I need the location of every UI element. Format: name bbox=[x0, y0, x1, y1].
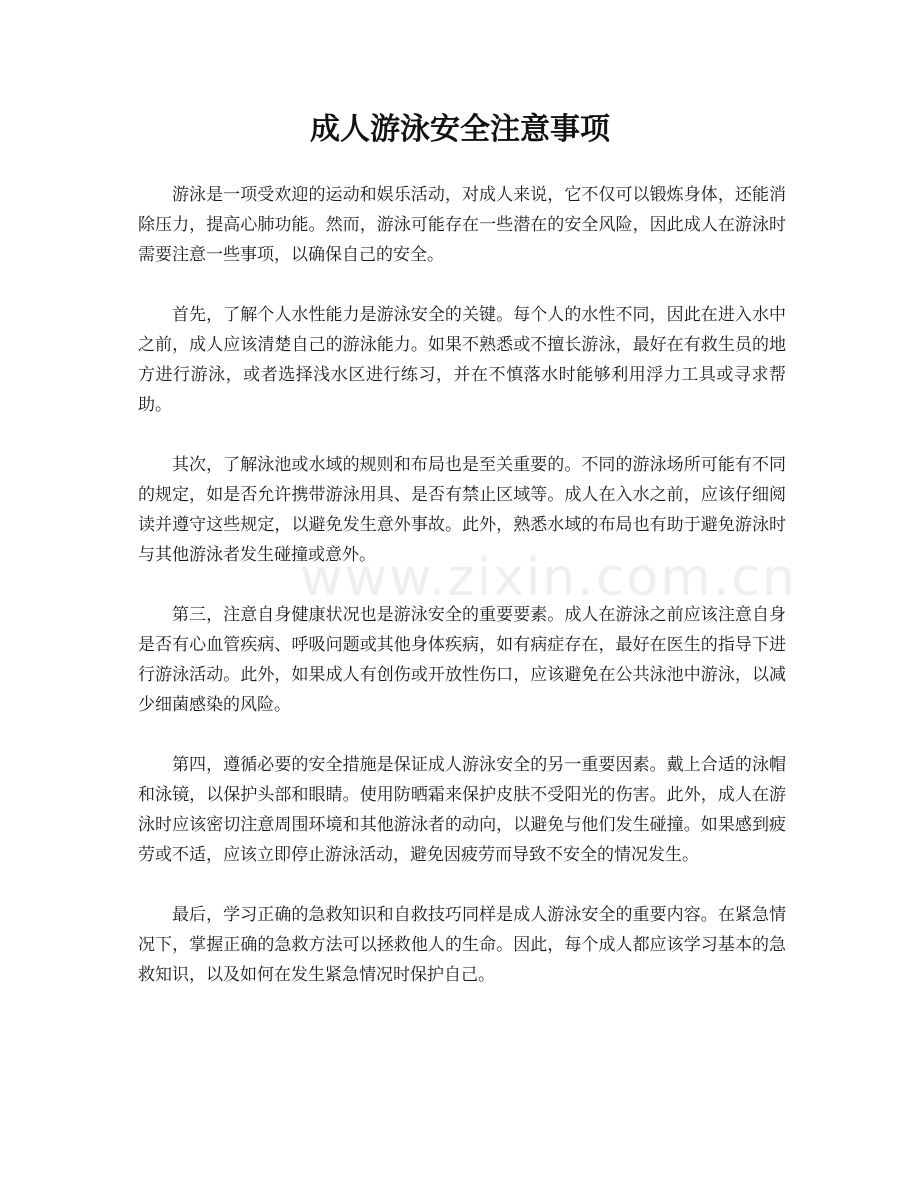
document-body bbox=[138, 180, 786, 1020]
paragraph-final: 最后，学习正确的急救知识和自救技巧同样是成人游泳安全的重要内容。在紧急情况下，掌握正确的急救方法可以拯救他人的生命。因此，每个成人都应该学习基本的急救知识，以及如何在发生紧急情况时保护自己。 bbox=[138, 905, 786, 985]
watermark: www.zixin.com.cn bbox=[300, 548, 797, 608]
paragraph-third: 第三，注意自身健康状况也是游泳安全的重要要素。成人在游泳之前应该注意自身是否有心血管疾病、呼吸问题或其他身体疾病，如有病症存在，最好在医生的指导下进行游泳活动。此外，如果成人有创伤或开放性伤口，应该避免在公共泳池中游泳，以减少细菌感染的风险。 bbox=[138, 605, 786, 715]
paragraph-first: 首先，了解个人水性能力是游泳安全的关键。每个人的水性不同，因此在进入水中之前，成人应该清楚自己的游泳能力。如果不熟悉或不擅长游泳，最好在有救生员的地方进行游泳，或者选择浅水区进行练习，并在不慎落水时能够利用浮力工具或寻求帮助。 bbox=[138, 305, 786, 415]
paragraph-second: 其次，了解泳池或水域的规则和布局也是至关重要的。不同的游泳场所可能有不同的规定，如是否允许携带游泳用具、是否有禁止区域等。成人在入水之前，应该仔细阅读并遵守这些规定，以避免发生意外事故。此外，熟悉水域的布局也有助于避免游泳时与其他游泳者发生碰撞或意外。 bbox=[138, 455, 786, 565]
paragraph-intro: 游泳是一项受欢迎的运动和娱乐活动，对成人来说，它不仅可以锻炼身体，还能消除压力，提高心肺功能。然而，游泳可能存在一些潜在的安全风险，因此成人在游泳时需要注意一些事项，以确保自己的安全。 bbox=[138, 185, 786, 265]
paragraph-fourth: 第四，遵循必要的安全措施是保证成人游泳安全的另一重要因素。戴上合适的泳帽和泳镜，以保护头部和眼睛。使用防晒霜来保护皮肤不受阳光的伤害。此外，成人在游泳时应该密切注意周围环境和其他游泳者的动向，以避免与他们发生碰撞。如果感到疲劳或不适，应该立即停止游泳活动，避免因疲劳而导致不安全的情况发生。 bbox=[138, 755, 786, 865]
document-title: 成人游泳安全注意事项 bbox=[310, 112, 610, 147]
